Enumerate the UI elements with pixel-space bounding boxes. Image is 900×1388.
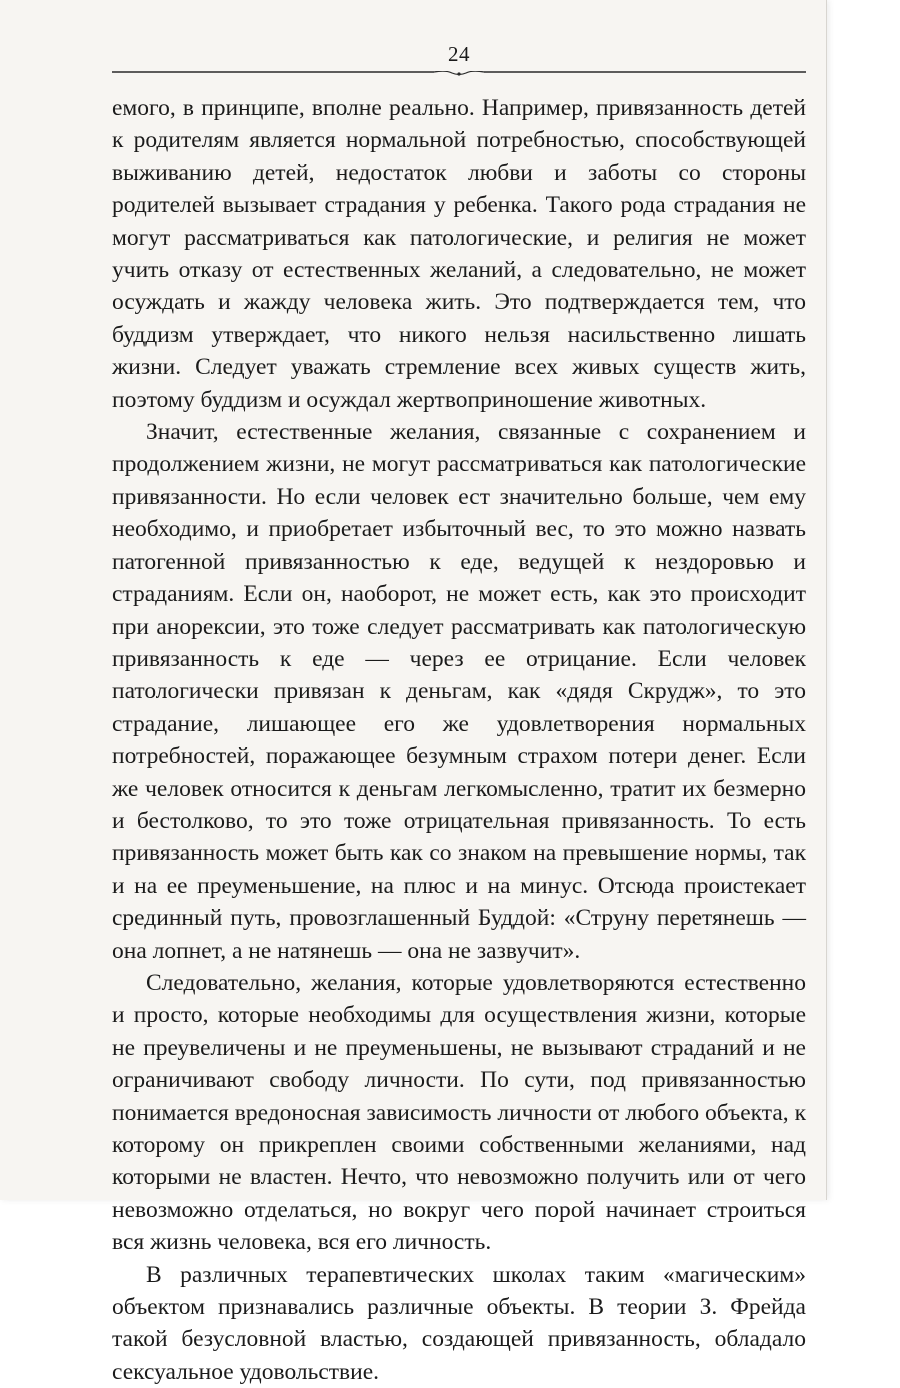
body-text bbox=[112, 92, 806, 1388]
paragraph: Следовательно, желания, которые удовлетворяются естественно и просто, которые необходимы для осуществления жизни, которые не преувеличены и не преуменьшены, не вызывают страданий и не ограничивают свободу личности. По сути, под привязанностью понимается вредоносная зависимость личности от любого объекта, к которому он прикреплен своими собственными желаниями, над которыми не властен. Нечто, что невозможно получить или от чего невозможно отделаться, но вокруг чего порой начинает строиться вся жизнь человека, вся его личность. bbox=[112, 969, 806, 1256]
running-head bbox=[112, 40, 806, 80]
paragraph: В различных терапевтических школах таким «магическим» объектом признавались различные объекты. В теории З. Фрейда такой безусловной властью, создающей привязанность, обладало сексуальное удовольствие. bbox=[112, 1261, 806, 1385]
paragraph: Значит, естественные желания, связанные с сохранением и продолжением жизни, не могут рассматриваться как патологические привязанности. Но если человек ест значительно больше, чем ему необходимо, и приобретает избыточный вес, то это можно назвать патогенной привязанностью к еде, ведущей к нездоровью и страданиям. Если он, наоборот, не может есть, как это происходит при анорексии, это тоже следует рассматривать как патологическую привязанность к еде — через ее отрицание. Если человек патологически привязан к деньгам, как «дядя Скрудж», то это страдание, лишающее его же удовлетворения нормальных потребностей, поражающее безумным страхом потери денег. Если же человек относится к деньгам легкомысленно, тратит их безмерно и бестолково, то это тоже отрицательная привязанность. То есть привязанность может быть как со знаком на превышение нормы, так и на ее преуменьшение, на плюс и на минус. Отсюда проистекает срединный путь, провозглашенный Буддой: «Струну перетянешь — она лопнет, а не натянешь — она не зазвучит». bbox=[112, 419, 806, 964]
paragraph: емого, в принципе, вполне реально. Например, привязанность детей к родителям является нормальной потребностью, способствующей выживанию детей, недостаток любви и заботы со стороны родителей вызывает страдания у ребенка. Такого рода страдания не могут рассматриваться как патологические, и религия не может учить отказу от естественных желаний, а следовательно, не может осуждать и жажду человека жить. Это подтверждается тем, что буддизм утверждает, что никого нельзя насильственно лишать жизни. Следует уважать стремление всех живых существ жить, поэтому буддизм и осуждал жертвоприношение животных. bbox=[112, 95, 806, 413]
page-number: 24 bbox=[448, 42, 470, 66]
ornamental-rule bbox=[112, 71, 806, 73]
ornamental-rule-icon bbox=[112, 71, 806, 77]
